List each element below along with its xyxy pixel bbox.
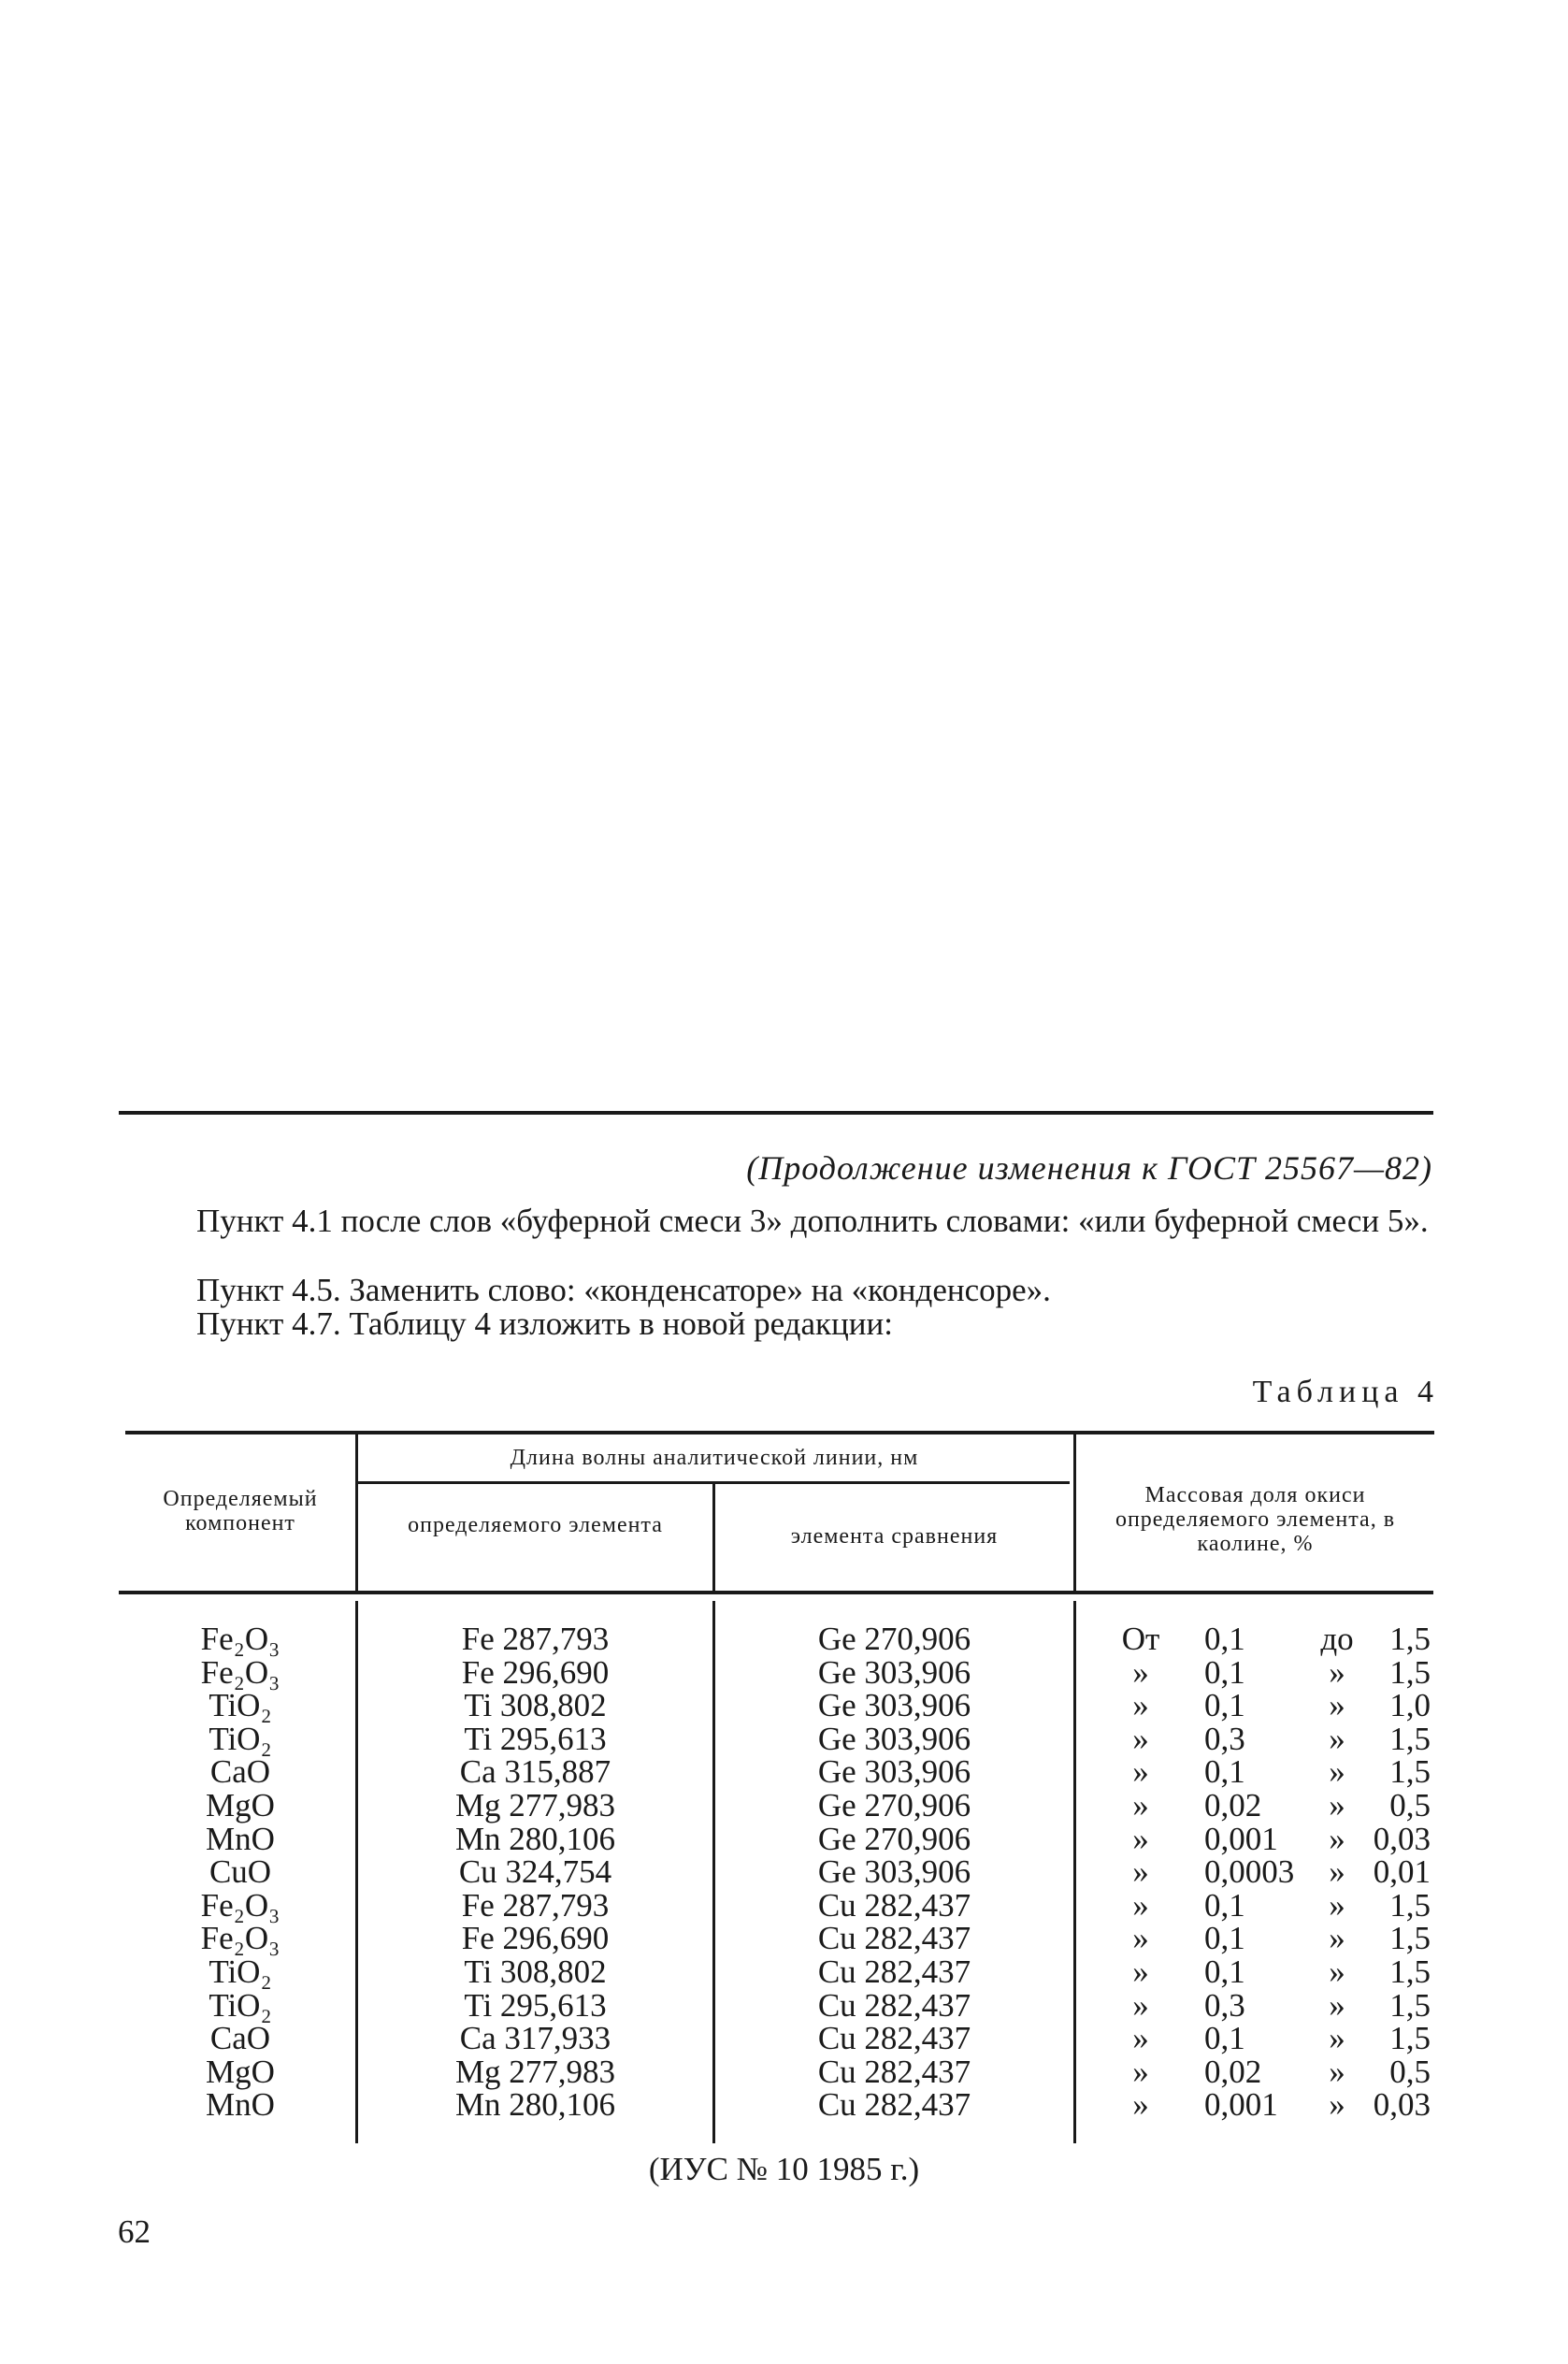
table-row <box>0 1653 1568 1691</box>
cell-component: Fe₂O₃ <box>200 1621 281 1657</box>
cell-min: 0,1 <box>1204 1886 1245 1924</box>
cell-to: » <box>1329 1753 1345 1791</box>
cell-min: 0,1 <box>1204 1753 1245 1791</box>
cell-max: 0,5 <box>1389 1786 1431 1823</box>
cell-element: Ti 295,613 <box>464 1986 607 2024</box>
cell-max: 1,5 <box>1389 1986 1431 2024</box>
cell-max: 1,5 <box>1389 2020 1431 2057</box>
cell-min: 0,001 <box>1204 1820 1278 1857</box>
cell-to: » <box>1329 1920 1345 1957</box>
cell-to: » <box>1329 1653 1345 1691</box>
cell-component: MgO <box>206 2053 275 2090</box>
cell-from: » <box>1132 1886 1149 1924</box>
cell-element: Mn 280,106 <box>454 1820 616 1857</box>
cell-reference: Cu 282,437 <box>817 1986 971 2024</box>
table-row <box>0 1720 1568 1757</box>
cell-max: 0,5 <box>1389 2053 1431 2090</box>
cell-min: 0,1 <box>1204 1621 1245 1657</box>
cell-component: TiO₂ <box>209 1687 272 1724</box>
cell-reference: Cu 282,437 <box>817 1953 971 1990</box>
table-body <box>0 1622 1568 2122</box>
table-top-border <box>125 1431 1434 1434</box>
cell-to: » <box>1329 2020 1345 2057</box>
cell-component: MgO <box>206 1786 275 1823</box>
cell-max: 0,03 <box>1373 2086 1431 2124</box>
top-rule <box>119 1111 1433 1115</box>
cell-to: » <box>1329 1853 1345 1891</box>
cell-reference: Ge 303,906 <box>817 1720 971 1757</box>
paragraph-item-4-5: Пункт 4.5. Заменить слово: «конденсаторе» на «конденсоре». <box>196 1272 1051 1308</box>
cell-max: 1,5 <box>1389 1920 1431 1957</box>
cell-component: Fe₂O₃ <box>200 1886 281 1924</box>
cell-reference: Cu 282,437 <box>817 1886 971 1924</box>
cell-to: » <box>1329 1687 1345 1724</box>
cell-to: » <box>1329 1720 1345 1757</box>
cell-max: 1,5 <box>1389 1653 1431 1691</box>
cell-max: 1,0 <box>1389 1687 1431 1724</box>
table-row <box>0 1922 1568 1955</box>
cell-from: » <box>1132 1920 1149 1957</box>
cell-component: TiO₂ <box>209 1986 272 2024</box>
cell-element: Fe 296,690 <box>461 1920 610 1957</box>
source-reference: (ИУС № 10 1985 г.) <box>648 2151 920 2187</box>
cell-from: » <box>1132 1687 1149 1724</box>
table-row <box>0 1755 1568 1789</box>
cell-element: Ti 308,802 <box>464 1953 607 1990</box>
continuation-heading: (Продолжение изменения к ГОСТ 25567—82) <box>746 1149 1432 1187</box>
table-row <box>0 1986 1568 2024</box>
cell-component: TiO₂ <box>209 1720 272 1757</box>
paragraph-item-4-7: Пункт 4.7. Таблицу 4 изложить в новой редакции: <box>196 1305 893 1342</box>
cell-to: » <box>1329 2053 1345 2090</box>
table-row <box>0 1955 1568 1989</box>
cell-min: 0,02 <box>1204 2053 1262 2090</box>
cell-reference: Cu 282,437 <box>817 2020 971 2057</box>
cell-component: MnO <box>206 2086 275 2124</box>
cell-component: MnO <box>206 1820 275 1857</box>
table-row <box>0 1689 1568 1723</box>
cell-from: » <box>1132 1853 1149 1891</box>
cell-element: Cu 324,754 <box>458 1853 612 1891</box>
cell-reference: Ge 303,906 <box>817 1687 971 1724</box>
cell-component: Fe₂O₃ <box>200 1920 281 1957</box>
cell-max: 1,5 <box>1389 1621 1431 1657</box>
cell-element: Ca 317,933 <box>459 2020 611 2057</box>
header-component: Определяемый компонент <box>163 1487 318 1535</box>
cell-element: Mn 280,106 <box>454 2086 616 2124</box>
table-caption: Таблица 4 <box>1252 1375 1439 1409</box>
cell-reference: Ge 270,906 <box>817 1621 971 1657</box>
cell-component: CuO <box>209 1853 272 1891</box>
cell-element: Fe 287,793 <box>461 1621 610 1657</box>
cell-min: 0,001 <box>1204 2086 1278 2124</box>
cell-max: 0,01 <box>1373 1853 1431 1891</box>
cell-element: Fe 287,793 <box>461 1886 610 1924</box>
cell-reference: Ge 270,906 <box>817 1786 971 1823</box>
paragraph-item-4-1: Пункт 4.1 после слов «буферной смеси 3» дополнить словами: «или буферной смеси 5». <box>196 1203 1429 1239</box>
cell-element: Mg 277,983 <box>454 1786 616 1823</box>
page-number: 62 <box>118 2213 151 2250</box>
cell-reference: Cu 282,437 <box>817 2053 971 2090</box>
cell-component: CaO <box>209 1753 271 1791</box>
table-row <box>0 1886 1568 1924</box>
cell-from: » <box>1132 2086 1149 2124</box>
table-row <box>0 1786 1568 1823</box>
cell-reference: Ge 270,906 <box>817 1820 971 1857</box>
cell-to: » <box>1329 1953 1345 1990</box>
cell-to: » <box>1329 1886 1345 1924</box>
cell-min: 0,1 <box>1204 1687 1245 1724</box>
table-row <box>0 2022 1568 2055</box>
cell-to: » <box>1329 1820 1345 1857</box>
cell-element: Fe 296,690 <box>461 1653 610 1691</box>
cell-to: » <box>1329 2086 1345 2124</box>
cell-from: » <box>1132 1953 1149 1990</box>
header-wavelength: Длина волны аналитической линии, нм <box>510 1446 919 1470</box>
cell-from: От <box>1121 1621 1160 1657</box>
cell-max: 1,5 <box>1389 1886 1431 1924</box>
cell-component: Fe₂O₃ <box>200 1653 281 1691</box>
cell-component: CaO <box>209 2020 271 2057</box>
cell-reference: Cu 282,437 <box>817 2086 971 2124</box>
cell-min: 0,1 <box>1204 1953 1245 1990</box>
cell-min: 0,1 <box>1204 1920 1245 1957</box>
table-row <box>0 2088 1568 2122</box>
cell-element: Mg 277,983 <box>454 2053 616 2090</box>
header-element: определяемого элемента <box>408 1513 663 1537</box>
cell-from: » <box>1132 1786 1149 1823</box>
cell-element: Ti 308,802 <box>464 1687 607 1724</box>
cell-min: 0,1 <box>1204 1653 1245 1691</box>
cell-max: 1,5 <box>1389 1753 1431 1791</box>
cell-reference: Ge 303,906 <box>817 1653 971 1691</box>
cell-element: Ti 295,613 <box>464 1720 607 1757</box>
cell-from: » <box>1132 1820 1149 1857</box>
cell-max: 1,5 <box>1389 1953 1431 1990</box>
cell-reference: Cu 282,437 <box>817 1920 971 1957</box>
cell-min: 0,3 <box>1204 1986 1245 2024</box>
cell-reference: Ge 303,906 <box>817 1853 971 1891</box>
cell-component: TiO₂ <box>209 1953 272 1990</box>
table-row <box>0 1855 1568 1889</box>
cell-from: » <box>1132 1753 1149 1791</box>
table-row <box>0 1820 1568 1857</box>
header-mass-fraction: Массовая доля окиси определяемого элемента, в каолине, % <box>1115 1483 1396 1556</box>
table-header-bottom-border <box>119 1591 1433 1594</box>
cell-reference: Ge 303,906 <box>817 1753 971 1791</box>
cell-max: 1,5 <box>1389 1720 1431 1757</box>
header-reference: элемента сравнения <box>790 1524 999 1549</box>
cell-to: » <box>1329 1786 1345 1823</box>
cell-max: 0,03 <box>1373 1820 1431 1857</box>
cell-min: 0,3 <box>1204 1720 1245 1757</box>
cell-min: 0,02 <box>1204 1786 1262 1823</box>
cell-to: до <box>1320 1621 1354 1657</box>
cell-element: Ca 315,887 <box>459 1753 611 1791</box>
table-row <box>0 2055 1568 2089</box>
table-row <box>0 1622 1568 1656</box>
cell-from: » <box>1132 1653 1149 1691</box>
cell-from: » <box>1132 1720 1149 1757</box>
cell-min: 0,0003 <box>1204 1853 1295 1891</box>
cell-from: » <box>1132 2053 1149 2090</box>
cell-from: » <box>1132 1986 1149 2024</box>
cell-min: 0,1 <box>1204 2020 1245 2057</box>
cell-from: » <box>1132 2020 1149 2057</box>
cell-to: » <box>1329 1986 1345 2024</box>
